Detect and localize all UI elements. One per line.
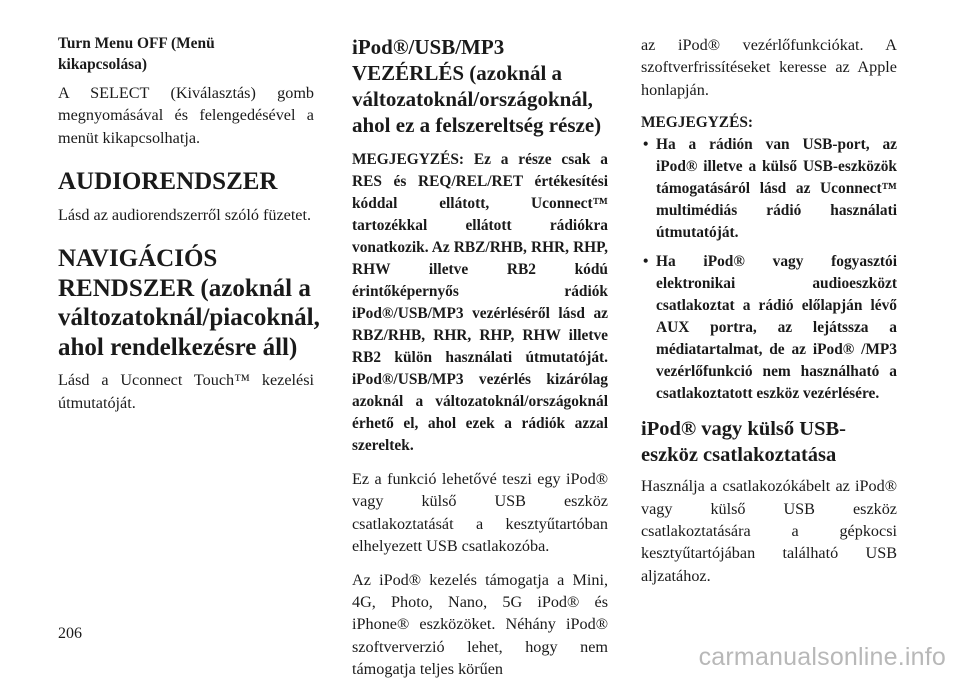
audio-system-heading: AUDIORENDSZER xyxy=(58,168,278,196)
ipod-support-continued-paragraph: az iPod® vezérlőfunkciókat. A szoftverfrissítéseket keresse az Apple honlapján. xyxy=(641,36,897,99)
middle-column xyxy=(352,34,608,681)
watermark[interactable]: carmanualsonline.info xyxy=(698,643,946,671)
ipod-usb-mp3-control-heading: iPod®/USB/MP3 VEZÉRLÉS (azoknál a változatoknál/országoknál, ahol ez a felszereltség része) xyxy=(352,35,602,137)
page-number: 206 xyxy=(58,625,82,642)
navigation-system-paragraph: Lásd a Uconnect Touch™ kezelési útmutatóját. xyxy=(58,371,314,412)
turn-menu-off-subheading: Turn Menu OFF (Menü kikapcsolása) xyxy=(58,35,215,73)
right-column xyxy=(641,34,897,587)
navigation-system-heading: NAVIGÁCIÓS RENDSZER (azoknál a változatoknál/piacoknál, ahol rendelkezésre áll) xyxy=(58,245,320,361)
ipod-connection-heading: iPod® vagy külső USB-eszköz csatlakoztatása xyxy=(641,418,846,467)
left-column xyxy=(58,34,320,414)
note-bullet-usb-port: • Ha a rádión van USB-port, az iPod® illetve a külső USB-eszközök támogatásáról lásd az Uconnect™ multimédiás rádió használati útmutatóját. xyxy=(641,134,897,244)
ipod-support-paragraph: Az iPod® kezelés támogatja a Mini, 4G, Photo, Nano, 5G iPod® és iPhone® eszközöket. Néhány iPod® szoftververzió lehet, hogy nem támogatja teljes körűen xyxy=(352,570,608,679)
audio-system-paragraph: Lásd az audiorendszerről szóló füzetet. xyxy=(58,205,312,224)
ipod-connection-paragraph: Használja a csatlakozókábelt az iPod® vagy külső USB eszköz csatlakoztatására a gépkocsi kesztyűtartójában található USB aljzatához. xyxy=(641,477,897,585)
note-bullet-aux-port: • Ha iPod® vagy fogyasztói elektronikai audioeszközt csatlakoztat a rádió előlapján lévő AUX portra, az lejátssza a médiatartalmat, de az iPod® /MP3 vezérlőfunkció nem használható a csatlakoztatott eszköz vezérlésére. xyxy=(641,251,897,405)
note-label: MEGJEGYZÉS: xyxy=(641,114,754,132)
note-bullet-list xyxy=(641,134,897,405)
ipod-control-note: MEGJEGYZÉS: Ez a része csak a RES és REQ/REL/RET értékesítési kóddal ellátott, Uconnect™ tartozékkal ellátott rádiókra vonatkozik. Az RBZ/RHB, RHR, RHP, RHW illetve RB2 kódú érintőképernyős rádiók iPod®/USB/MP3 vezérléséről lásd az RBZ/RHB, RHR, RHP, RHW illetve RB2 külön használati útmutatóját. iPod®/USB/MP3 vezérlés kizárólag azoknál a változatoknál/országoknál érhető el, ahol ezek a rádiók azzal szereltek. xyxy=(352,151,608,454)
select-button-paragraph: A SELECT (Kiválasztás) gomb megnyomásával és felengedésével a menüt kikapcsolhatja. xyxy=(58,84,314,147)
ipod-function-paragraph: Ez a funkció lehetővé teszi egy iPod® vagy külső USB eszköz csatlakoztatását a kesztyűtartóban elhelyezett USB csatlakozóba. xyxy=(352,470,608,556)
